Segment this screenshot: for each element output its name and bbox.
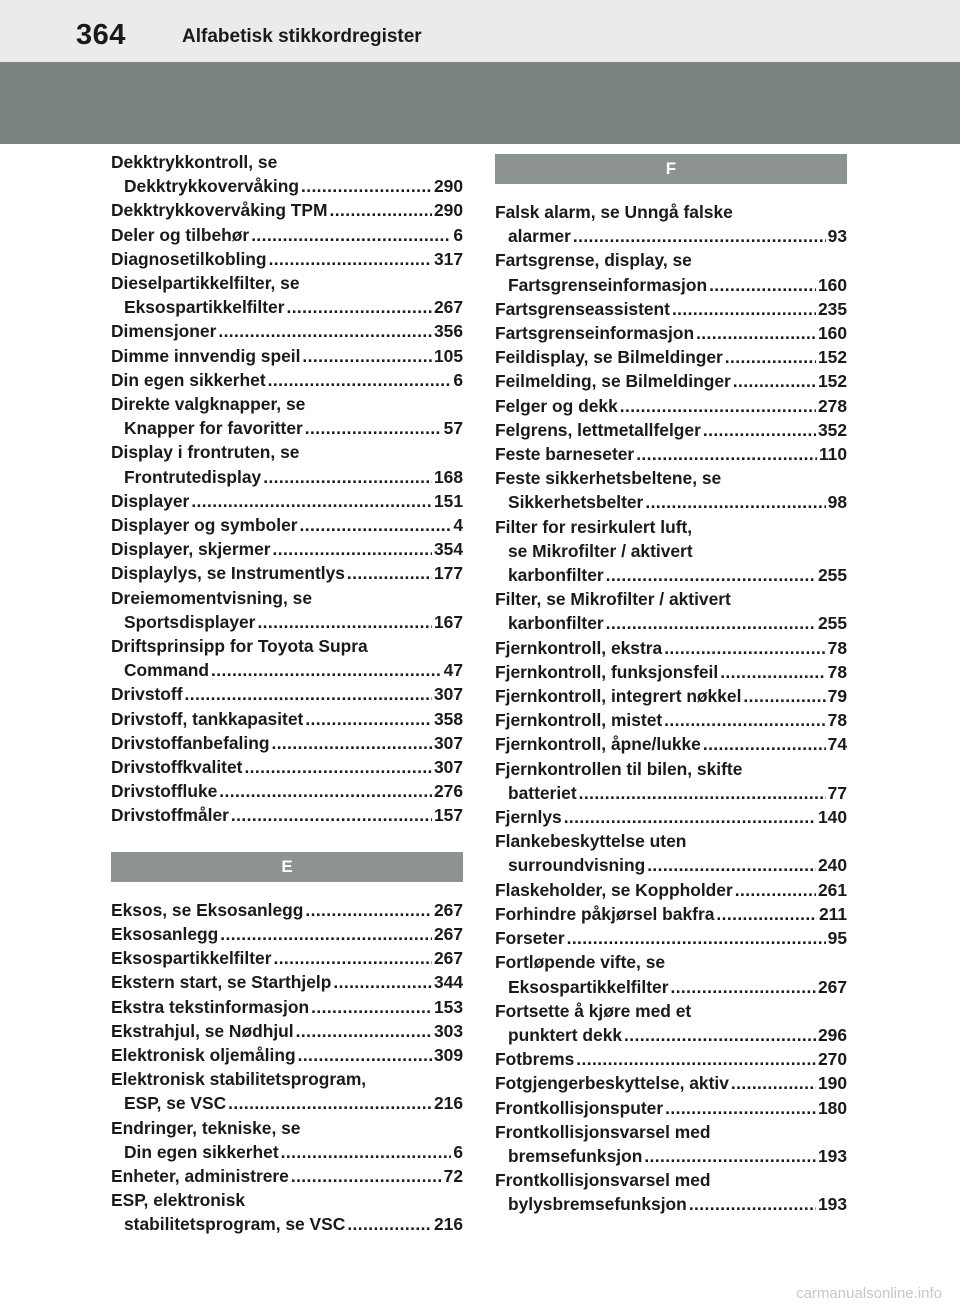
header-band [0, 62, 960, 144]
dot-leader [231, 803, 432, 827]
dot-leader [296, 1019, 432, 1043]
index-entry [111, 779, 463, 803]
dot-leader [347, 561, 432, 585]
entry-term: Dieselpartikkelfilter, se [111, 273, 300, 294]
index-entry [495, 926, 847, 950]
entry-term: Eksospartikkelfilter [124, 297, 285, 318]
page-title: Alfabetisk stikkordregister [182, 26, 422, 47]
page-reference: 211 [818, 903, 847, 924]
index-entry [495, 248, 847, 296]
index-entry [111, 1019, 463, 1043]
dot-leader [271, 731, 432, 755]
dot-leader [731, 1071, 816, 1095]
entry-term: Direkte valgknapper, se [111, 394, 306, 415]
entry-term: Drivstoffluke [111, 781, 218, 802]
dot-leader [211, 658, 442, 682]
dot-leader [268, 368, 452, 392]
index-entry [111, 1188, 463, 1236]
watermark: carmanualsonline.info [796, 1285, 942, 1302]
entry-term: Eksos, se Eksosanlegg [111, 899, 304, 920]
page-reference: 157 [433, 805, 463, 826]
entry-term: Displayer og symboler [111, 515, 298, 536]
entry-term: Fjernkontroll, integrert nøkkel [495, 686, 742, 707]
dot-leader [624, 1023, 816, 1047]
entry-term: Fjernkontroll, funksjonsfeil [495, 661, 719, 682]
entry-term: Elektronisk stabilitetsprogram, [111, 1069, 367, 1090]
entry-term: Eksospartikkelfilter [111, 948, 272, 969]
page-reference: 153 [433, 996, 463, 1017]
page-reference: 278 [817, 395, 847, 416]
index-entry [111, 1043, 463, 1067]
index-entry [111, 803, 463, 827]
page-reference: 307 [433, 757, 463, 778]
entry-term: Din egen sikkerhet [124, 1141, 279, 1162]
entry-term: karbonfilter [508, 613, 604, 634]
section-gap [495, 184, 847, 200]
index-entry [495, 200, 847, 248]
dot-leader [720, 660, 825, 684]
entry-term: Drivstoffkvalitet [111, 757, 243, 778]
index-entry [495, 394, 847, 418]
dot-leader [567, 926, 826, 950]
index-entry [495, 345, 847, 369]
dot-leader [664, 636, 825, 660]
page-reference: 255 [817, 565, 847, 586]
dot-leader [191, 489, 432, 513]
page-reference: 352 [817, 419, 847, 440]
page-reference: 160 [817, 323, 847, 344]
index-entry [111, 344, 463, 368]
entry-term: Fjernkontroll, ekstra [495, 637, 663, 658]
entry-term: Dimme innvendig speil [111, 345, 301, 366]
page-reference: 235 [817, 298, 847, 319]
page-reference: 354 [433, 539, 463, 560]
entry-term: Ekstrahjul, se Nødhjul [111, 1020, 294, 1041]
page-reference: 216 [433, 1214, 463, 1235]
entry-term: Fotbrems [495, 1049, 575, 1070]
dot-leader [725, 345, 816, 369]
entry-term: Dreiemomentvisning, se [111, 587, 313, 608]
page-reference: 267 [433, 899, 463, 920]
entry-term: Deler og tilbehør [111, 224, 250, 245]
page-reference: 276 [433, 781, 463, 802]
page-reference: 47 [443, 660, 463, 681]
dot-leader [735, 878, 816, 902]
index-entry [111, 513, 463, 537]
index-entry [111, 247, 463, 271]
index-entry [111, 707, 463, 731]
index-entry [111, 634, 463, 682]
page-reference: 167 [433, 611, 463, 632]
entry-term: Fjernkontrollen til bilen, skifte [495, 758, 743, 779]
dot-leader [347, 1212, 432, 1236]
index-entry [111, 150, 463, 198]
dot-leader [573, 224, 826, 248]
dot-leader [689, 1192, 816, 1216]
entry-term: Din egen sikkerhet [111, 369, 266, 390]
page-reference: 307 [433, 684, 463, 705]
entry-term: Fortløpende vifte, se [495, 952, 666, 973]
dot-leader [576, 1047, 816, 1071]
index-entry [495, 297, 847, 321]
index-entry [495, 418, 847, 442]
page-reference: 160 [817, 274, 847, 295]
entry-term: bremsefunksjon [508, 1145, 643, 1166]
index-entry [111, 682, 463, 706]
dot-leader [703, 732, 826, 756]
entry-term: Fjernkontroll, mistet [495, 710, 663, 731]
dot-leader [269, 247, 432, 271]
page-reference: 290 [433, 176, 463, 197]
dot-leader [281, 1140, 452, 1164]
dot-leader [305, 898, 432, 922]
page-reference: 193 [817, 1145, 847, 1166]
dot-leader [273, 946, 432, 970]
index-entry [495, 1120, 847, 1168]
index-entry [111, 995, 463, 1019]
page-reference: 267 [433, 923, 463, 944]
page-reference: 255 [817, 613, 847, 634]
entry-term: Feste barneseter [495, 444, 635, 465]
index-entry [495, 466, 847, 514]
entry-term: Drivstoff, tankkapasitet [111, 708, 304, 729]
entry-term: Ekstern start, se Starthjelp [111, 972, 332, 993]
entry-term: Displayer, skjermer [111, 539, 271, 560]
index-entry [495, 1168, 847, 1216]
entry-term: punktert dekk [508, 1024, 623, 1045]
page-reference: 344 [433, 972, 463, 993]
entry-term: surroundvisning [508, 855, 646, 876]
index-entry [111, 440, 463, 488]
index-entry [111, 755, 463, 779]
index-column-right [495, 154, 847, 1217]
index-entry [111, 537, 463, 561]
entry-term: stabilitetsprogram, se VSC [124, 1214, 346, 1235]
entry-term: Frontrutedisplay [124, 466, 262, 487]
page-reference: 180 [817, 1097, 847, 1118]
dot-leader [286, 295, 432, 319]
entry-term: ESP, elektronisk [111, 1190, 246, 1211]
entry-term: Drivstoff [111, 684, 183, 705]
dot-leader [564, 805, 816, 829]
index-entry [111, 392, 463, 440]
section-header-f: F [495, 154, 847, 184]
index-entry [495, 902, 847, 926]
entry-term: Knapper for favoritter [124, 418, 303, 439]
page-reference: 168 [433, 466, 463, 487]
page-number: 364 [76, 19, 126, 51]
index-entry [111, 1116, 463, 1164]
page-reference: 78 [827, 710, 847, 731]
entry-term: Fortsette å kjøre med et [495, 1000, 692, 1021]
page-reference: 216 [433, 1093, 463, 1114]
page-reference: 152 [817, 371, 847, 392]
index-entry [495, 732, 847, 756]
dot-leader [606, 563, 816, 587]
dot-leader [311, 995, 432, 1019]
index-entry [495, 1096, 847, 1120]
dot-leader [298, 1043, 432, 1067]
index-entry [495, 1071, 847, 1095]
entry-term: Enheter, administrere [111, 1165, 289, 1186]
page-reference: 193 [817, 1194, 847, 1215]
entry-term: Displaylys, se Instrumentlys [111, 563, 345, 584]
entry-term: se Mikrofilter / aktivert [508, 540, 693, 561]
dot-leader [273, 537, 432, 561]
entry-term: Frontkollisjonsvarsel med [495, 1170, 711, 1191]
entry-term: Flankebeskyttelse uten [495, 831, 687, 852]
index-entry [111, 1067, 463, 1115]
entry-term: Dekktrykkontroll, se [111, 152, 278, 172]
index-entry [111, 368, 463, 392]
dot-leader [670, 975, 816, 999]
entry-term: batteriet [508, 782, 577, 803]
page-reference: 105 [433, 345, 463, 366]
entry-term: Frontkollisjonsputer [495, 1097, 664, 1118]
page-reference: 290 [433, 200, 463, 221]
page-reference: 151 [433, 490, 463, 511]
dot-leader [330, 198, 432, 222]
index-entry [495, 1047, 847, 1071]
entry-term: Endringer, tekniske, se [111, 1117, 301, 1138]
dot-leader [301, 174, 432, 198]
index-entry [111, 970, 463, 994]
index-entry [111, 319, 463, 343]
page-reference: 267 [433, 297, 463, 318]
page-reference: 261 [817, 879, 847, 900]
entry-term: alarmer [508, 226, 571, 247]
index-entry [111, 922, 463, 946]
page-reference: 270 [817, 1049, 847, 1070]
page-reference: 267 [817, 976, 847, 997]
dot-leader [644, 1144, 816, 1168]
index-entry [111, 198, 463, 222]
dot-leader [665, 1096, 816, 1120]
index-entry [495, 950, 847, 998]
entry-term: Feilmelding, se Bilmeldinger [495, 371, 731, 392]
index-entry [495, 829, 847, 877]
page-reference: 72 [443, 1165, 463, 1186]
entry-term: Dekktrykkovervåking TPM [111, 200, 328, 221]
entry-term: Elektronisk oljemåling [111, 1044, 296, 1065]
dot-leader [305, 416, 442, 440]
index-entry [495, 660, 847, 684]
page-reference: 307 [433, 732, 463, 753]
index-entry [495, 878, 847, 902]
page-reference: 356 [433, 321, 463, 342]
dot-leader [743, 684, 825, 708]
entry-term: Fartsgrense, display, se [495, 250, 692, 271]
entry-term: Fotgjengerbeskyttelse, aktiv [495, 1073, 729, 1094]
index-entry [495, 587, 847, 635]
index-entry [111, 271, 463, 319]
index-entry [111, 561, 463, 585]
page-header [0, 0, 960, 62]
entry-term: Filter, se Mikrofilter / aktivert [495, 589, 731, 610]
page-reference: 317 [433, 248, 463, 269]
page-reference: 358 [433, 708, 463, 729]
entry-term: Felger og dekk [495, 395, 618, 416]
page-reference: 95 [827, 928, 847, 949]
page-reference: 74 [827, 734, 847, 755]
dot-leader [696, 321, 816, 345]
page-reference: 140 [817, 807, 847, 828]
dot-leader [647, 853, 816, 877]
entry-term: Feildisplay, se Bilmeldinger [495, 347, 723, 368]
entry-term: Felgrens, lettmetallfelger [495, 419, 701, 440]
entry-term: Forhindre påkjørsel bakfra [495, 903, 715, 924]
index-entry [495, 442, 847, 466]
page-reference: 110 [818, 444, 847, 465]
dot-leader [620, 394, 816, 418]
page-reference: 77 [827, 782, 847, 803]
dot-leader [257, 610, 432, 634]
entry-term: Fartsgrenseinformasjon [508, 274, 708, 295]
entry-term: Dekktrykkovervåking [124, 176, 299, 197]
entry-term: ESP, se VSC [124, 1093, 227, 1114]
dot-leader [244, 755, 432, 779]
page-reference: 152 [817, 347, 847, 368]
page-reference: 78 [827, 637, 847, 658]
index-entry [495, 999, 847, 1047]
page-reference: 6 [453, 1141, 463, 1162]
entry-term: Flaskeholder, se Koppholder [495, 879, 733, 900]
index-entry [111, 898, 463, 922]
section-header-e: E [111, 852, 463, 882]
entry-term: Frontkollisjonsvarsel med [495, 1121, 711, 1142]
page-reference: 98 [827, 492, 847, 513]
dot-leader [636, 442, 817, 466]
index-entry [495, 636, 847, 660]
entry-term: Fartsgrenseassistent [495, 298, 670, 319]
page-reference: 57 [443, 418, 463, 439]
index-entry [495, 757, 847, 805]
entry-term: Displayer [111, 490, 190, 511]
index-entry [111, 946, 463, 970]
index-entry [495, 321, 847, 345]
dot-leader [219, 779, 432, 803]
index-entry [495, 805, 847, 829]
dot-leader [709, 273, 816, 297]
dot-leader [645, 490, 825, 514]
entry-term: Sportsdisplayer [124, 611, 256, 632]
index-entry [495, 684, 847, 708]
dot-leader [185, 682, 432, 706]
dot-leader [606, 611, 816, 635]
page-reference: 93 [827, 226, 847, 247]
dot-leader [291, 1164, 442, 1188]
index-entry [495, 708, 847, 732]
dot-leader [228, 1091, 432, 1115]
dot-leader [263, 465, 432, 489]
index-entry [111, 1164, 463, 1188]
dot-leader [672, 297, 816, 321]
entry-term: Drivstoffanbefaling [111, 732, 270, 753]
page-reference: 4 [453, 515, 463, 536]
dot-leader [218, 319, 432, 343]
entry-term: Drivstoffmåler [111, 805, 229, 826]
index-entry [111, 489, 463, 513]
dot-leader [251, 223, 451, 247]
page-reference: 190 [817, 1073, 847, 1094]
entry-term: Driftsprinsipp for Toyota Supra [111, 636, 368, 657]
index-column-left [111, 150, 463, 1237]
dot-leader [716, 902, 817, 926]
entry-term: Sikkerhetsbelter [508, 492, 644, 513]
entry-term: Diagnosetilkobling [111, 248, 267, 269]
page-reference: 79 [827, 686, 847, 707]
page-reference: 267 [433, 948, 463, 969]
page-reference: 296 [817, 1024, 847, 1045]
page-reference: 6 [453, 224, 463, 245]
dot-leader [333, 970, 432, 994]
index-entry [111, 586, 463, 634]
entry-term: Filter for resirkulert luft, [495, 516, 693, 537]
index-entry [495, 515, 847, 588]
index-entry [111, 731, 463, 755]
page-reference: 240 [817, 855, 847, 876]
index-entry [111, 223, 463, 247]
index-entry [495, 369, 847, 393]
entry-term: Fjernlys [495, 807, 562, 828]
dot-leader [579, 781, 826, 805]
entry-term: Dimensjoner [111, 321, 217, 342]
entry-term: Forseter [495, 928, 565, 949]
entry-term: Falsk alarm, se Unngå falske [495, 202, 733, 222]
entry-term: Ekstra tekstinformasjon [111, 996, 310, 1017]
entry-term: Eksospartikkelfilter [508, 976, 669, 997]
entry-term: Command [124, 660, 210, 681]
page-reference: 177 [433, 563, 463, 584]
page-reference: 78 [827, 661, 847, 682]
dot-leader [220, 922, 432, 946]
page-reference: 6 [453, 369, 463, 390]
section-gap [111, 882, 463, 898]
dot-leader [664, 708, 825, 732]
entry-term: Fjernkontroll, åpne/lukke [495, 734, 701, 755]
entry-term: Fartsgrenseinformasjon [495, 323, 695, 344]
dot-leader [300, 513, 452, 537]
entry-term: Feste sikkerhetsbeltene, se [495, 468, 722, 489]
entry-term: Display i frontruten, se [111, 442, 300, 463]
page-reference: 309 [433, 1044, 463, 1065]
entry-term: Eksosanlegg [111, 923, 219, 944]
dot-leader [302, 344, 432, 368]
entry-term: karbonfilter [508, 565, 604, 586]
dot-leader [703, 418, 816, 442]
page-reference: 303 [433, 1020, 463, 1041]
section-spacer [111, 828, 463, 852]
entry-term: bylysbremsefunksjon [508, 1194, 687, 1215]
dot-leader [305, 707, 432, 731]
dot-leader [733, 369, 816, 393]
